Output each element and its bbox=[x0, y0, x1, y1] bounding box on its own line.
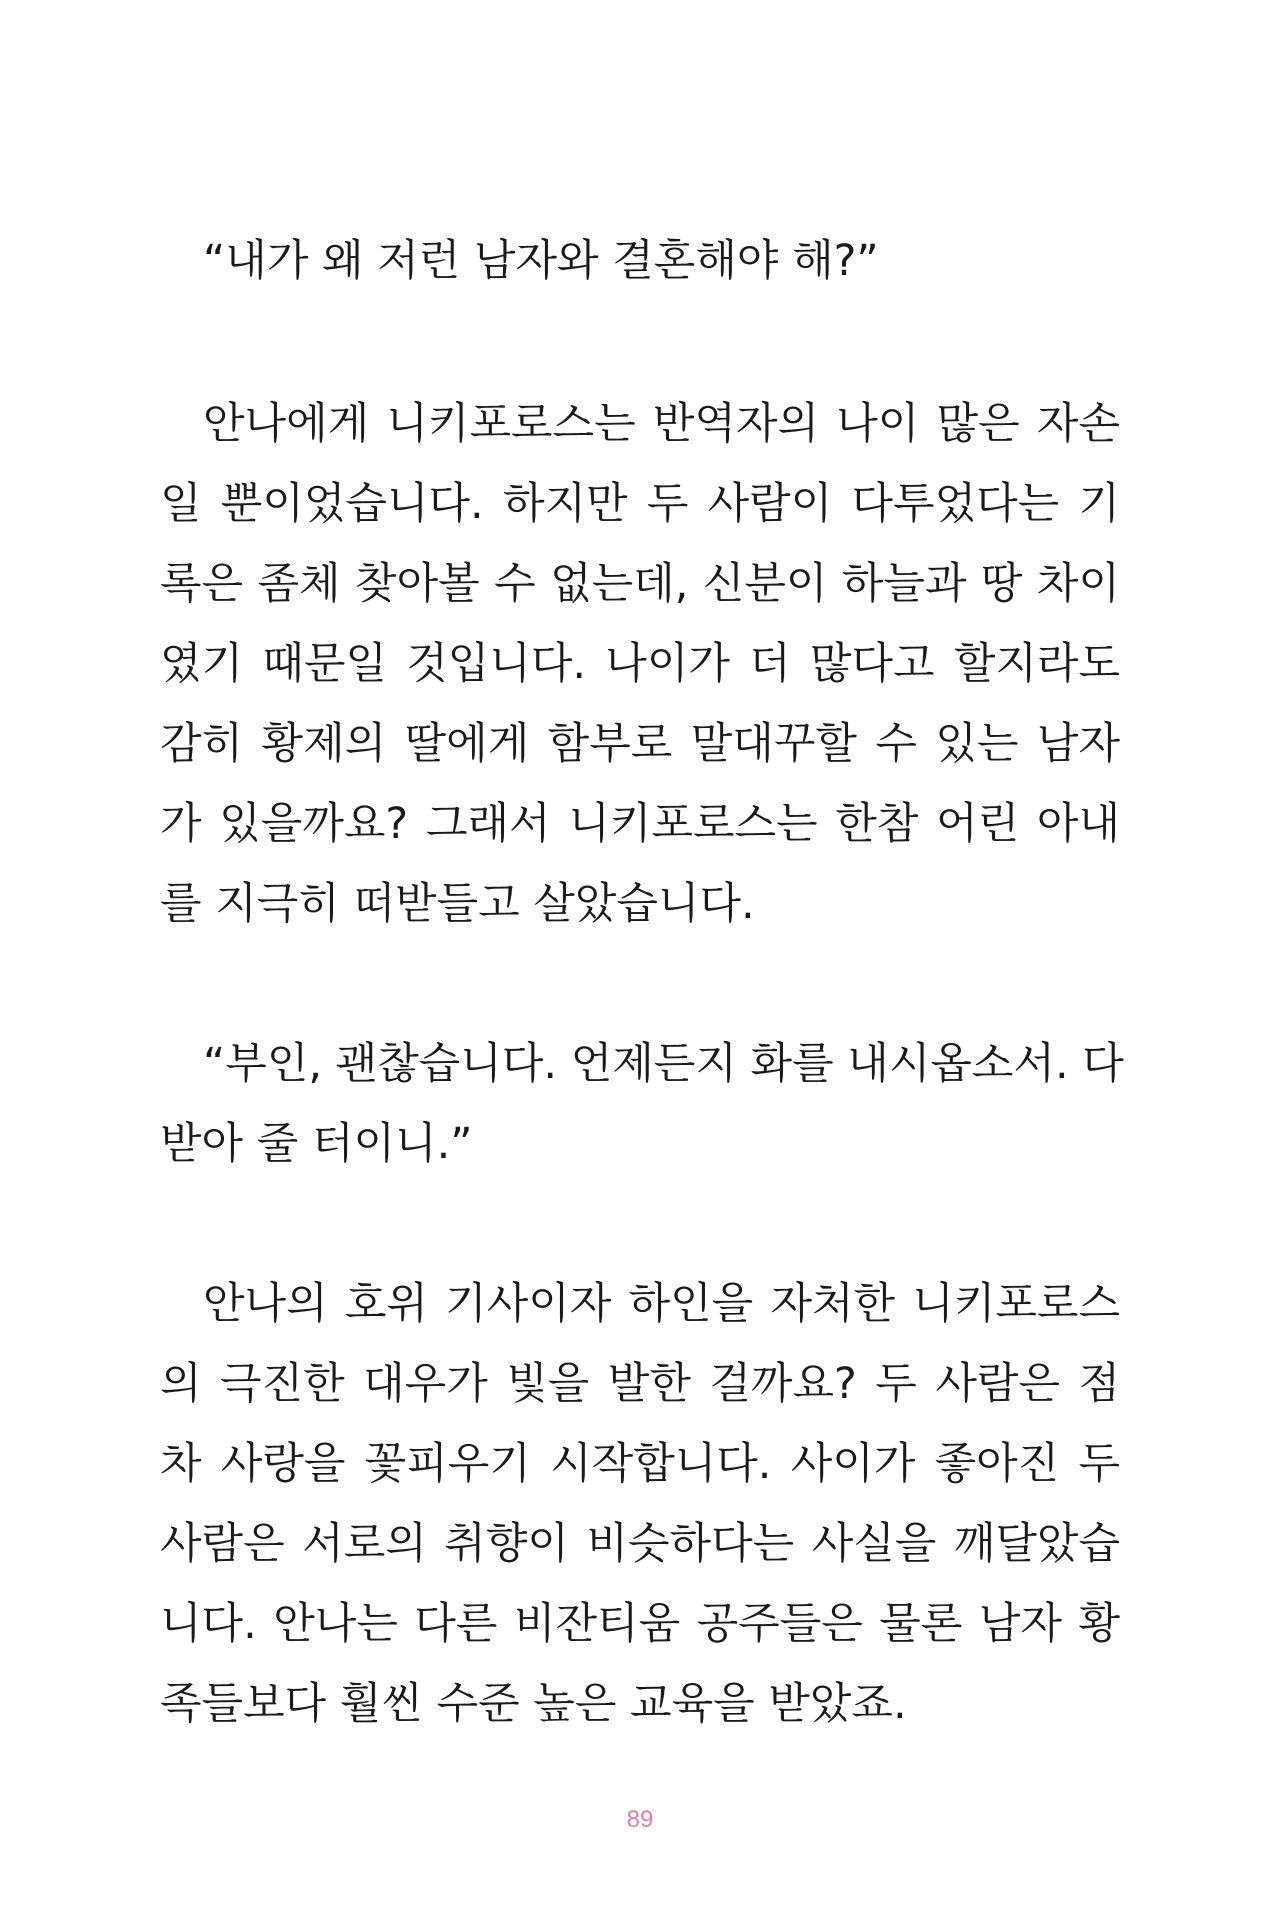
text-line: 안나에게 니키포로스는 반역자의 나이 많은 자손 bbox=[203, 399, 1120, 449]
text-line: 받아 줄 터이니.” bbox=[160, 1119, 473, 1169]
text-line: 사람은 서로의 취향이 비슷하다는 사실을 깨달았습 bbox=[160, 1519, 1120, 1569]
text-line: “내가 왜 저런 남자와 결혼해야 해?” bbox=[203, 236, 879, 286]
text-line: 차 사랑을 꽃피우기 시작합니다. 사이가 좋아진 두 bbox=[160, 1439, 1120, 1489]
text-line: 록은 좀체 찾아볼 수 없는데, 신분이 하늘과 땅 차이 bbox=[160, 559, 1120, 609]
text-line: 안나의 호위 기사이자 하인을 자처한 니키포로스 bbox=[203, 1279, 1120, 1329]
text-line: 감히 황제의 딸에게 함부로 말대꾸할 수 있는 남자 bbox=[160, 719, 1120, 769]
text-line: 의 극진한 대우가 빛을 발한 걸까요? 두 사람은 점 bbox=[160, 1359, 1120, 1409]
page-number: 89 bbox=[626, 1806, 654, 1833]
text-line: 일 뿐이었습니다. 하지만 두 사람이 다투었다는 기 bbox=[160, 479, 1120, 529]
text-line: 족들보다 훨씬 수준 높은 교육을 받았죠. bbox=[160, 1679, 907, 1729]
text-line: 였기 때문일 것입니다. 나이가 더 많다고 할지라도 bbox=[160, 639, 1120, 689]
text-line: 가 있을까요? 그래서 니키포로스는 한참 어린 아내 bbox=[160, 799, 1120, 849]
narration-paragraph bbox=[160, 1264, 1120, 1744]
text-line: 를 지극히 떠받들고 살았습니다. bbox=[160, 879, 755, 929]
narration-paragraph bbox=[160, 384, 1120, 944]
text-line: “부인, 괜찮습니다. 언제든지 화를 내시옵소서. 다 bbox=[203, 1039, 1124, 1089]
text-line: 니다. 안나는 다른 비잔티움 공주들은 물론 남자 황 bbox=[160, 1599, 1120, 1649]
dialogue-paragraph bbox=[160, 221, 1120, 301]
dialogue-paragraph bbox=[160, 1024, 1124, 1184]
